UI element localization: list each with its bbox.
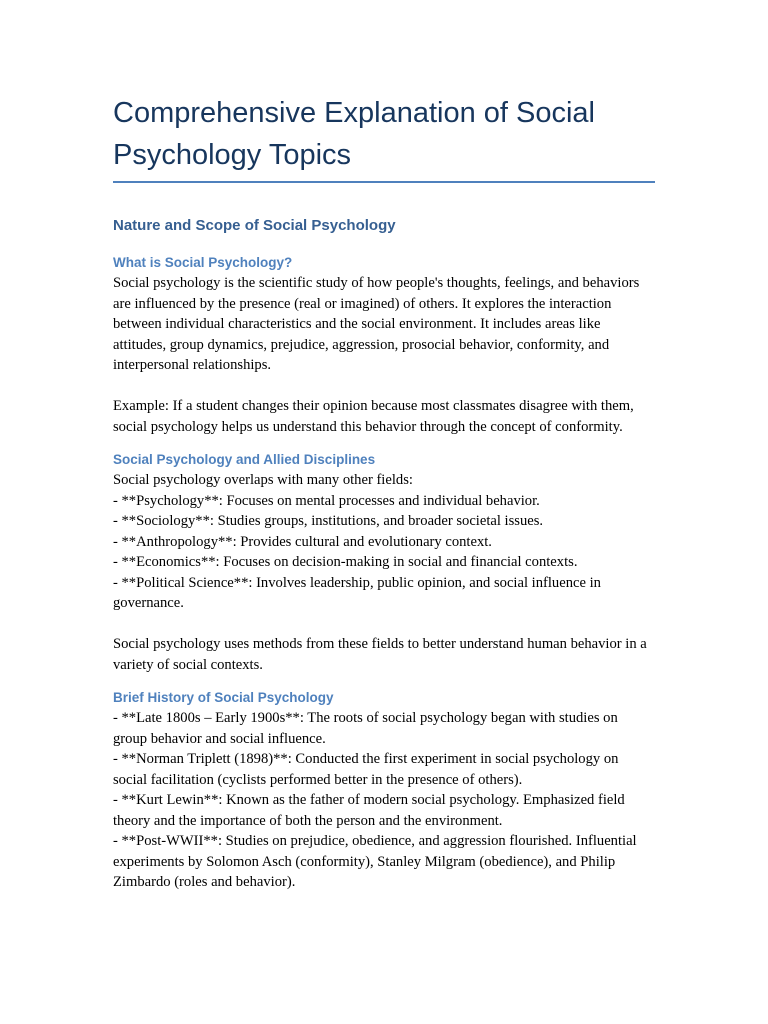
allied-item: - **Sociology**: Studies groups, institutions, and broader societal issues. bbox=[113, 513, 544, 529]
document-page bbox=[113, 92, 655, 893]
what-is-paragraph: Social psychology is the scientific study of how people's thoughts, feelings, and behaviors are influenced by the presence (real or imagined) of others. It explores the interaction between individual characteristics and the social environment. It includes areas like attitudes, group dynamics, prejudice, aggression, prosocial behavior, conformity, and interpersonal relationships. bbox=[113, 275, 640, 373]
allied-intro: Social psychology overlaps with many other fields: bbox=[113, 472, 413, 488]
what-is-heading: What is Social Psychology? bbox=[113, 255, 293, 270]
allied-item: - **Economics**: Focuses on decision-making in social and financial contexts. bbox=[113, 554, 578, 570]
allied-heading: Social Psychology and Allied Disciplines bbox=[113, 452, 376, 467]
what-is-section bbox=[113, 253, 655, 437]
section-heading: Nature and Scope of Social Psychology bbox=[113, 217, 396, 234]
allied-item: - **Political Science**: Involves leadership, public opinion, and social influence in governance. bbox=[113, 574, 601, 611]
history-item: - **Norman Triplett (1898)**: Conducted the first experiment in social psychology on social facilitation (cyclists performed better in the presence of others). bbox=[113, 751, 619, 788]
document-title: Comprehensive Explanation of Social Psychology Topics bbox=[113, 97, 595, 171]
history-item: - **Kurt Lewin**: Known as the father of modern social psychology. Emphasized field theory and the importance of both the person and the environment. bbox=[113, 792, 625, 829]
history-item: - **Post-WWII**: Studies on prejudice, obedience, and aggression flourished. Influential experiments by Solomon Asch (conformity), Stanley Milgram (obedience), and Philip Zimbardo (roles and behavior). bbox=[113, 833, 637, 890]
paragraph-gap bbox=[113, 614, 655, 635]
allied-section bbox=[113, 450, 655, 675]
title-underline bbox=[113, 181, 655, 183]
allied-item: - **Anthropology**: Provides cultural and evolutionary context. bbox=[113, 533, 492, 550]
history-item: - **Late 1800s – Early 1900s**: The roots of social psychology began with studies on group behavior and social influence. bbox=[113, 710, 618, 747]
allied-closing: Social psychology uses methods from these fields to better understand human behavior in a variety of social contexts. bbox=[113, 636, 647, 673]
what-is-example: Example: If a student changes their opinion because most classmates disagree with them, social psychology helps us understand this behavior through the concept of conformity. bbox=[113, 398, 634, 435]
history-section bbox=[113, 688, 655, 893]
history-heading: Brief History of Social Psychology bbox=[113, 690, 334, 705]
allied-item: - **Psychology**: Focuses on mental processes and individual behavior. bbox=[113, 492, 540, 509]
paragraph-gap bbox=[113, 376, 655, 397]
